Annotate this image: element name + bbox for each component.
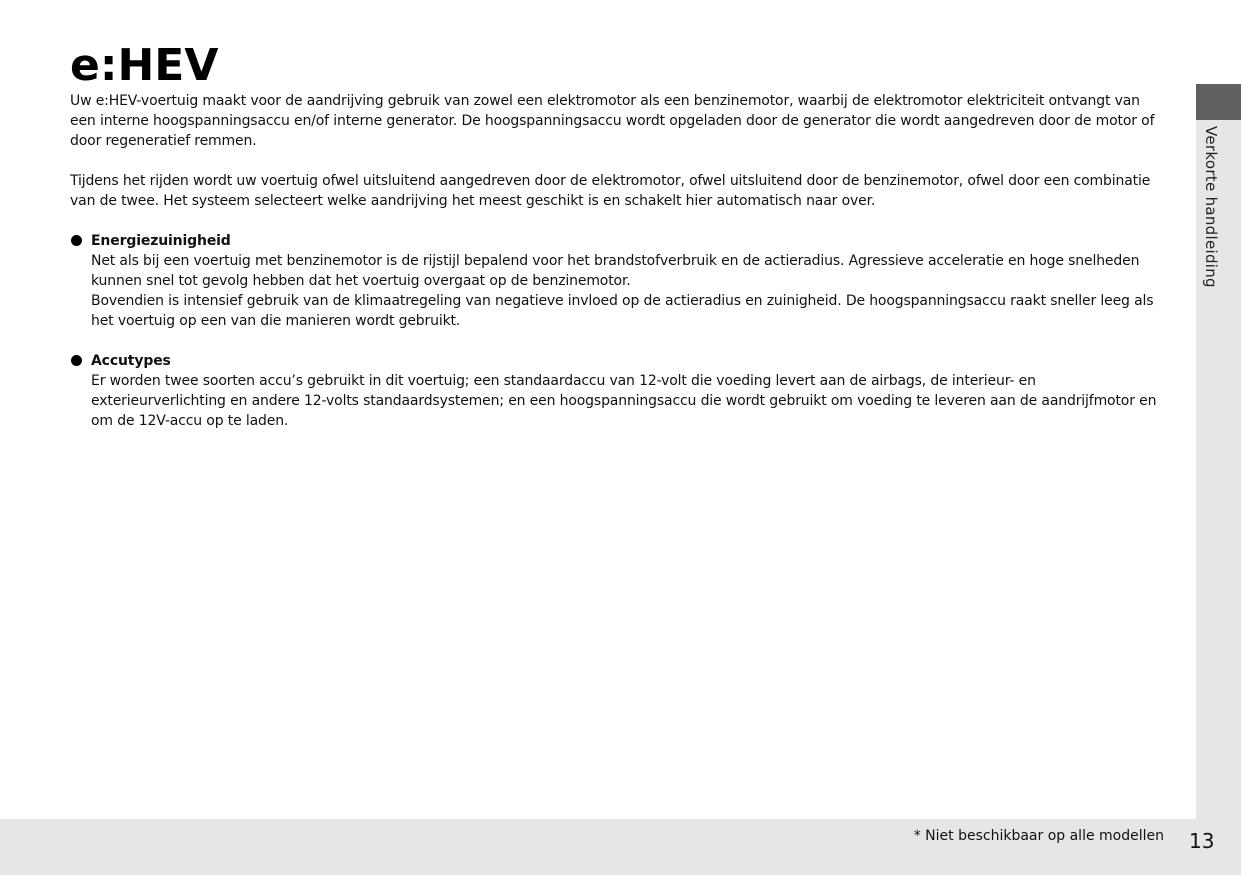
driving-paragraph: Tijdens het rijden wordt uw voertuig ofwel uitsluitend aangedreven door de elektromotor, ofwel uitsluitend door de benzinemotor, ofwel door een combinatie van de twee. Het systeem selecteert welke aandrijving het meest geschikt is en schakelt hier automatisch naar over. <box>70 173 1151 209</box>
section-body: Net als bij een voertuig met benzinemotor is de rijstijl bepalend voor het brandstofverbruik en de actieradius. Agressieve acceleratie en hoge snelheden kunnen snel tot gevolg hebben dat het voertuig overgaat op de benzinemotor. <box>91 253 1140 289</box>
page-title: e:HEV <box>70 40 219 91</box>
section-heading: Accutypes <box>91 353 171 369</box>
chapter-tab-marker[interactable] <box>1196 84 1241 120</box>
chapter-tab-label[interactable]: Verkorte handleiding <box>1202 126 1220 288</box>
section-body: Er worden twee soorten accu’s gebruikt in dit voertuig; een standaardaccu van 12-volt die voeding levert aan de airbags, de interieur- en exterieurverlichting en andere 12-volts standaardsystemen; en een hoogspanningsaccu die wordt gebruikt om voeding te leveren aan de aandrijfmotor en om de 12V-accu op te laden. <box>91 373 1157 429</box>
section-body: Bovendien is intensief gebruik van de klimaatregeling van negatieve invloed op de actieradius en zuinigheid. De hoogspanningsaccu raakt sneller leeg als het voertuig op een van die manieren wordt gebruikt. <box>91 293 1154 329</box>
bullet-icon <box>71 355 82 366</box>
page-number: 13 <box>1189 829 1215 853</box>
section-accutypes <box>70 351 1165 431</box>
section-energiezuinigheid <box>70 231 1165 331</box>
bullet-icon <box>71 235 82 246</box>
intro-paragraph: Uw e:HEV-voertuig maakt voor de aandrijving gebruik van zowel een elektromotor als een benzinemotor, waarbij de elektromotor elektriciteit ontvangt van een interne hoogspanningsaccu en/of interne generator. De hoogspanningsaccu wordt opgeladen door de generator die wordt aangedreven door de motor of door regeneratief remmen. <box>70 93 1155 149</box>
footnote: * Niet beschikbaar op alle modellen <box>913 828 1164 844</box>
page-content <box>70 91 1165 451</box>
section-heading: Energiezuinigheid <box>91 233 231 249</box>
